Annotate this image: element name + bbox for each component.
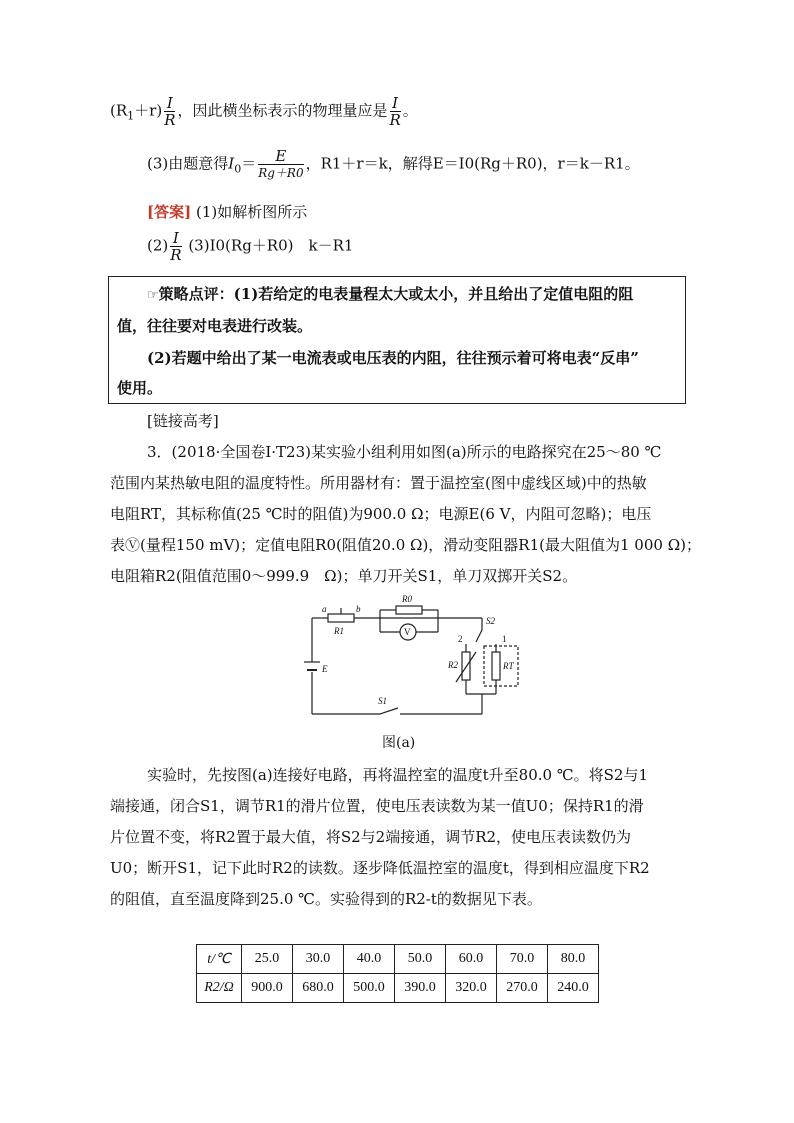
answer-tag: [答案] [147,203,192,221]
table-cell: 270.0 [497,974,548,1003]
label-r1: R1 [334,626,344,636]
para-line-4: U0；断开S1，记下此时R2的读数。逐步降低温控室的温度t，得到相应温度下R2 [110,859,650,877]
strategy-text: (1)若给定的电表量程太大或太小，并且给出了定值电阻的阻 [233,285,634,303]
denominator: Rg＋R0 [258,166,304,180]
strategy-line-2: 值，往往要对电表进行改装。 [117,317,313,335]
table-row [197,945,599,974]
expr-text: ，因此横坐标表示的物理量应是 [177,101,388,120]
para-line-2: 端接通，闭合S1，调节R1的滑片位置，使电压表读数为某一值U0；保持R1的滑 [110,797,644,815]
answer-prefix: (2) [147,236,169,255]
table-cell: 30.0 [293,945,344,974]
numerator: E [258,148,303,165]
label-v: V [404,627,411,637]
circuit-diagram [300,590,530,725]
answer-text: (1)如解析图所示 [195,203,308,221]
strategy-box [108,276,686,404]
expr-eq: ＝ [241,154,257,173]
table-header: t/℃ [197,945,242,974]
q3-line-5: 电阻箱R2(阻值范围0～999.9 Ω)；单刀开关S1，单刀双掷开关S2。 [110,567,578,585]
label-1: 1 [502,634,507,644]
strategy-line-3: (2)若题中给出了某一电流表或电压表的内阻，往往预示着可将电表“反串” [147,349,639,367]
table-cell: 40.0 [344,945,395,974]
expr-var: I [228,154,235,173]
expr-prefix: (3)由题意得 [147,154,229,173]
label-b: b [356,604,361,614]
link-heading: [链接高考] [147,412,219,430]
para-line-5: 的阻值，直至温度降到25.0 ℃。实验得到的R2-t的数据见下表。 [110,890,542,908]
table-row [197,974,599,1003]
subscript: 1 [127,109,135,123]
numerator: I [164,95,175,112]
answer-rest: (3)I0(Rg＋R0) k－R1 [188,236,354,255]
table-cell: 70.0 [497,945,548,974]
label-r2: R2 [448,660,458,670]
fraction [164,95,175,128]
fraction [170,230,181,263]
solution-line-1 [110,95,418,128]
strategy-line-4: 使用。 [117,379,163,397]
table-cell: 50.0 [395,945,446,974]
label-a: a [322,604,327,614]
subscript: 0 [234,162,242,176]
fraction [390,95,401,128]
r0-resistor [396,606,422,614]
expr-part: (R [110,101,128,120]
fraction [258,148,303,181]
q3-line-2: 范围内某热敏电阻的温度特性。所用器材有：置于温控室(图中虚线区域)中的热敏 [110,474,647,492]
s2-switch [476,630,482,642]
numerator: I [390,95,401,112]
q3-line-3: 电阻RT，其标称值(25 ℃时的阻值)为900.0 Ω；电源E(6 V，内阻可忽略)；电压 [110,505,652,523]
strategy-line-1 [147,283,633,304]
strategy-label: 策略点评： [158,285,234,303]
denominator: R [164,111,176,129]
r2-arrow [456,652,476,682]
label-s1: S1 [378,696,387,706]
answer-line [147,201,307,222]
table-cell: 80.0 [548,945,599,974]
data-table [196,944,599,1003]
figure-caption: 图(a) [382,735,416,751]
solution-line-2 [147,148,640,181]
table-cell: 25.0 [242,945,293,974]
numerator: I [170,230,181,247]
label-e: E [322,664,328,674]
para-line-1: 实验时，先按图(a)连接好电路，再将温控室的温度t升至80.0 ℃。将S2与1 [147,766,648,784]
expr-mid: ，R1＋r＝k，解得 [305,154,433,173]
expr-result: E＝I0(Rg＋R0)，r＝k－R1。 [432,154,640,173]
hand-icon: ☞ [147,288,159,303]
label-2: 2 [458,634,463,644]
expr-part: ＋r) [134,101,163,120]
q3-line-1: 3．(2018·全国卷Ⅰ·T23)某实验小组利用如图(a)所示的电路探究在25～80 ℃ [147,443,662,461]
r1-resistor [328,614,354,622]
label-rt: RT [503,661,514,671]
table-header: R2/Ω [197,974,242,1003]
s1-switch [380,708,398,714]
table-cell: 60.0 [446,945,497,974]
table-cell: 680.0 [293,974,344,1003]
rt-resistor [492,652,500,680]
expr-end: 。 [402,101,418,120]
table-cell: 240.0 [548,974,599,1003]
denominator: R [170,246,182,264]
table-cell: 500.0 [344,974,395,1003]
table-cell: 320.0 [446,974,497,1003]
answer-line-2 [147,230,353,263]
label-s2: S2 [486,616,495,626]
denominator: R [389,111,401,129]
q3-line-4: 表Ⓥ(量程150 mV)；定值电阻R0(阻值20.0 Ω)，滑动变阻器R1(最大阻值为1 000 Ω)； [110,536,701,554]
table-cell: 390.0 [395,974,446,1003]
para-line-3: 片位置不变，将R2置于最大值，将S2与2端接通，调节R2，使电压表读数仍为 [110,828,632,846]
table-cell: 900.0 [242,974,293,1003]
label-r0: R0 [402,594,412,604]
